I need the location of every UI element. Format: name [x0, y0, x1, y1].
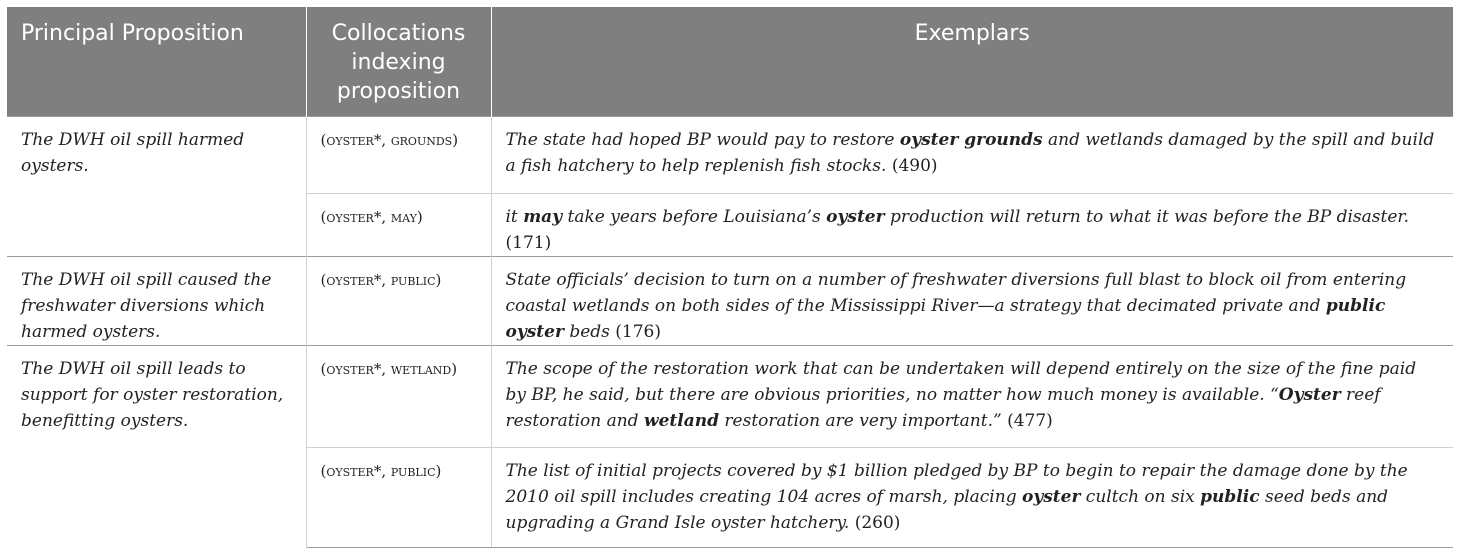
header-principal-proposition: Principal Proposition	[7, 7, 306, 116]
exemplar-text: State officials’ decision to turn on a number of freshwater diversions full blast to block oil from entering coastal wetlands on both sides of the Mississippi River—a strategy that decimated private and	[505, 269, 1407, 316]
table-header-row	[7, 7, 1453, 116]
exemplar-cell	[491, 256, 1453, 345]
principal-proposition-cell: The DWH oil spill harmed oysters.	[7, 116, 306, 256]
exemplar-cell	[491, 193, 1453, 256]
collocation-cell	[306, 116, 491, 193]
exemplar-cell	[491, 116, 1453, 193]
exemplar-text: cultch on six	[1080, 486, 1201, 507]
exemplar-keyword: wetland	[643, 410, 719, 431]
exemplar-text: beds	[563, 321, 610, 342]
principal-proposition-cell: The DWH oil spill caused the freshwater diversions which harmed oysters.	[7, 256, 306, 345]
collocation-cell	[306, 193, 491, 256]
exemplar-text: it	[505, 206, 524, 227]
collocation-text: (oyster*, public)	[320, 461, 442, 480]
exemplar-keyword: oyster	[1021, 486, 1081, 507]
table-row	[7, 256, 1453, 345]
table-row	[7, 345, 1453, 447]
exemplar-keyword: oyster	[826, 206, 885, 227]
exemplar-text: The scope of the restoration work that can be undertaken will depend entirely on the size of the fine paid by BP, he said, but there are obvious priorities, no matter how much money is available. “	[505, 358, 1417, 405]
header-exemplars: Exemplars	[491, 7, 1453, 116]
exemplar-text: and wetlands damaged by the spill and build a fish hatchery to help replenish fish stocks.	[505, 129, 1435, 176]
header-collocations: Collocations indexing proposition	[306, 7, 491, 116]
collocation-text: (oyster*, public)	[320, 270, 442, 289]
exemplar-reference: (176)	[609, 321, 661, 342]
exemplar-text: production will return to what it was before the BP disaster.	[884, 206, 1410, 227]
exemplar-reference: (171)	[505, 232, 552, 253]
exemplar-cell	[491, 345, 1453, 447]
exemplar-reference: (260)	[849, 512, 901, 533]
exemplar-text: reef restoration and	[505, 384, 1381, 431]
exemplar-text: restoration are very important.”	[719, 410, 1002, 431]
exemplar-reference: (477)	[1001, 410, 1053, 431]
exemplar-text: seed beds and upgrading a Grand Isle oyster hatchery.	[505, 486, 1389, 533]
table-body	[7, 116, 1453, 547]
exemplar-text: take years before Louisiana’s	[562, 206, 827, 227]
exemplar-text: The state had hoped BP would pay to restore	[505, 129, 900, 150]
collocation-text: (oyster*, wetland)	[320, 359, 458, 378]
exemplar-keyword: may	[523, 206, 563, 227]
table-row	[7, 116, 1453, 193]
principal-proposition-cell: The DWH oil spill leads to support for oyster restoration, benefitting oysters.	[7, 345, 306, 547]
exemplar-keyword: public oyster	[505, 295, 1386, 342]
propositions-table	[7, 7, 1453, 548]
collocation-cell	[306, 345, 491, 447]
collocation-cell	[306, 256, 491, 345]
exemplar-keyword: public	[1200, 486, 1260, 507]
collocation-text: (oyster*, grounds)	[320, 130, 459, 149]
exemplar-cell	[491, 447, 1453, 547]
exemplar-text: The list of initial projects covered by $1 billion pledged by BP to begin to repair the damage done by the 2010 oil spill includes creating 104 acres of marsh, placing	[505, 460, 1408, 507]
exemplar-keyword: oyster grounds	[899, 129, 1043, 150]
collocation-text: (oyster*, may)	[320, 207, 423, 226]
exemplar-keyword: Oyster	[1278, 384, 1341, 405]
exemplar-reference: (490)	[886, 155, 938, 176]
collocation-cell	[306, 447, 491, 547]
